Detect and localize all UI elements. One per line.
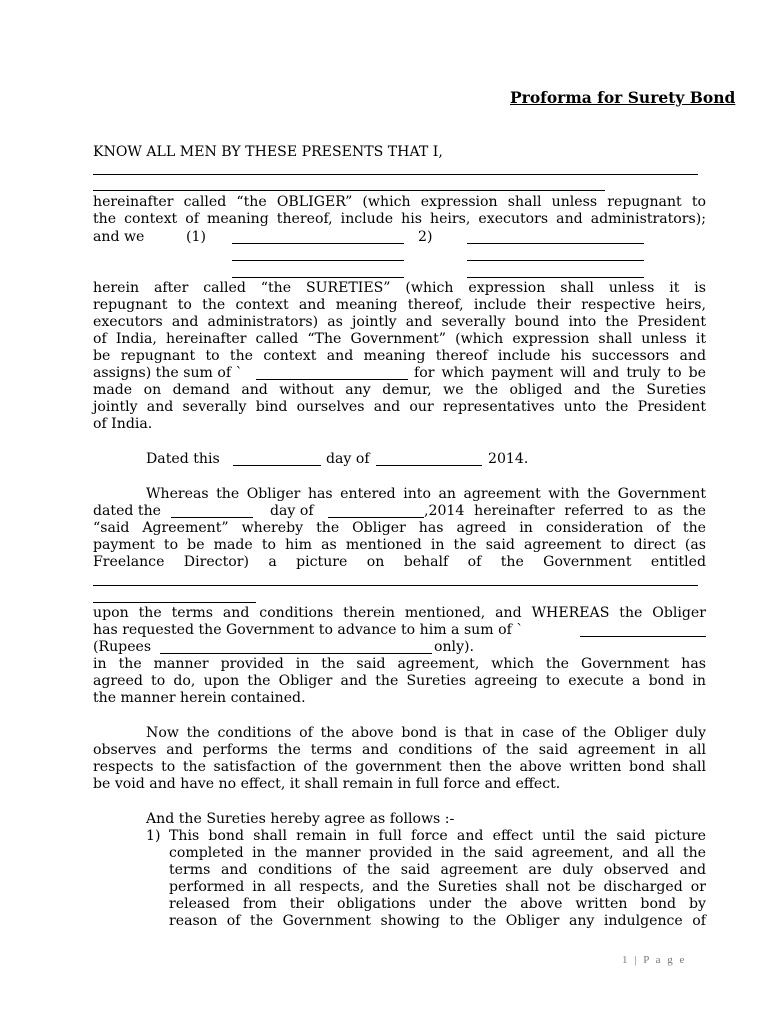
- surety-1-blank-a: [232, 243, 404, 244]
- advance-sum-blank: [580, 636, 706, 637]
- p2-line-2: repugnant to the context and meaning thereof, include their respective heirs,: [93, 297, 706, 313]
- p3-line-2c: ,2014 hereinafter referred to as the: [424, 503, 706, 519]
- rupees-only: only).: [434, 639, 475, 655]
- clause-1-line-1: This bond shall remain in full force and effect until the said picture: [169, 828, 706, 844]
- dated-month-blank: [376, 465, 482, 466]
- p5-line-2: observes and performs the terms and conditions of the said agreement in all: [93, 742, 706, 758]
- rupees-label: (Rupees: [93, 639, 152, 655]
- agreement-month-blank: [328, 517, 424, 518]
- p5-line-1: Now the conditions of the above bond is that in case of the Obliger duly: [146, 725, 706, 741]
- document-title: Proforma for Surety Bond: [510, 88, 736, 107]
- p5-line-3: respects to the satisfaction of the government then the above written bond shall: [93, 759, 706, 775]
- clause-1-line-3: terms and conditions of the said agreement are duly observed and: [169, 862, 706, 878]
- p2-line-5: be repugnant to the context and meaning thereof include his successors and: [93, 348, 706, 364]
- p4-line-4: in the manner provided in the said agreement, which the Government has: [93, 656, 706, 672]
- surety-2-number: 2): [418, 229, 433, 245]
- p3-dated-the: dated the: [93, 503, 162, 519]
- p4-line-1: upon the terms and conditions therein mentioned, and WHEREAS the Obliger: [93, 605, 706, 621]
- p5-line-4: be void and have no effect, it shall remain in full force and effect.: [93, 776, 561, 792]
- p3-line-4: payment to be made to him as mentioned in the said agreement to direct (as: [93, 537, 706, 553]
- agreement-day-blank: [171, 517, 253, 518]
- sum-blank: [256, 379, 408, 380]
- and-we-label: and we: [93, 229, 145, 245]
- dated-day-of: day of: [326, 451, 370, 467]
- obliger-name-blank-1: [93, 174, 698, 175]
- p1-line-2: the context of meaning thereof, include his heirs, executors and administrators);: [93, 211, 706, 227]
- surety-2-blank-a: [467, 243, 644, 244]
- p4-line-6: the manner herein contained.: [93, 690, 306, 706]
- p2-line-6a: assigns) the sum of `: [93, 365, 243, 381]
- rupees-words-blank: [160, 653, 432, 654]
- p3-day-of: day of: [270, 503, 314, 519]
- dated-year: 2014.: [488, 451, 529, 467]
- surety-1-blank-c: [232, 277, 404, 278]
- p2-line-8: jointly and severally bind ourselves and our representatives unto the President: [93, 399, 706, 415]
- p3-line-5: Freelance Director) a picture on behalf of the Government entitled: [93, 554, 706, 570]
- p2-line-1: herein after called “the SURETIES” (which expression shall unless it is: [93, 280, 706, 296]
- picture-title-blank-1: [93, 585, 698, 586]
- p4-line-2: has requested the Government to advance to him a sum of `: [93, 622, 524, 638]
- p3-line-1: Whereas the Obliger has entered into an agreement with the Government: [146, 486, 706, 502]
- know-all-line: KNOW ALL MEN BY THESE PRESENTS THAT I,: [93, 144, 443, 160]
- obliger-name-blank-2: [93, 190, 605, 191]
- p2-line-3: executors and administrators) as jointly and severally bound into the President: [93, 314, 706, 330]
- p2-line-7: made on demand and without any demur, we the obliged and the Sureties: [93, 382, 706, 398]
- p3-line-3: “said Agreement” whereby the Obliger has agreed in consideration of the: [93, 520, 706, 536]
- surety-1-number: (1): [186, 229, 206, 245]
- surety-1-blank-b: [232, 260, 404, 261]
- surety-2-blank-b: [467, 260, 644, 261]
- p4-line-5: agreed to do, upon the Obliger and the Sureties agreeing to execute a bond in: [93, 673, 706, 689]
- p1-line-1: hereinafter called “the OBLIGER” (which expression shall unless repugnant to: [93, 194, 706, 210]
- clause-1-line-5: released from their obligations under the above written bond by: [169, 896, 706, 912]
- clause-1-line-4: performed in all respects, and the Sureties shall not be discharged or: [169, 879, 706, 895]
- picture-title-blank-2: [93, 602, 256, 603]
- dated-label: Dated this: [146, 451, 220, 467]
- surety-2-blank-c: [467, 277, 644, 278]
- page-number: 1 | P a g e: [622, 954, 687, 966]
- p6-intro: And the Sureties hereby agree as follows :-: [146, 811, 455, 827]
- dated-day-blank: [233, 465, 321, 466]
- p2-line-6b: for which payment will and truly to be: [414, 365, 706, 381]
- clause-1-line-6: reason of the Government showing to the Obliger any indulgence of: [169, 913, 706, 929]
- p2-line-9: of India.: [93, 416, 153, 432]
- clause-1-line-2: completed in the manner provided in the said agreement, and all the: [169, 845, 706, 861]
- clause-1-number: 1): [146, 828, 161, 844]
- p2-line-4: of India, hereinafter called “The Government” (which expression shall unless it: [93, 331, 706, 347]
